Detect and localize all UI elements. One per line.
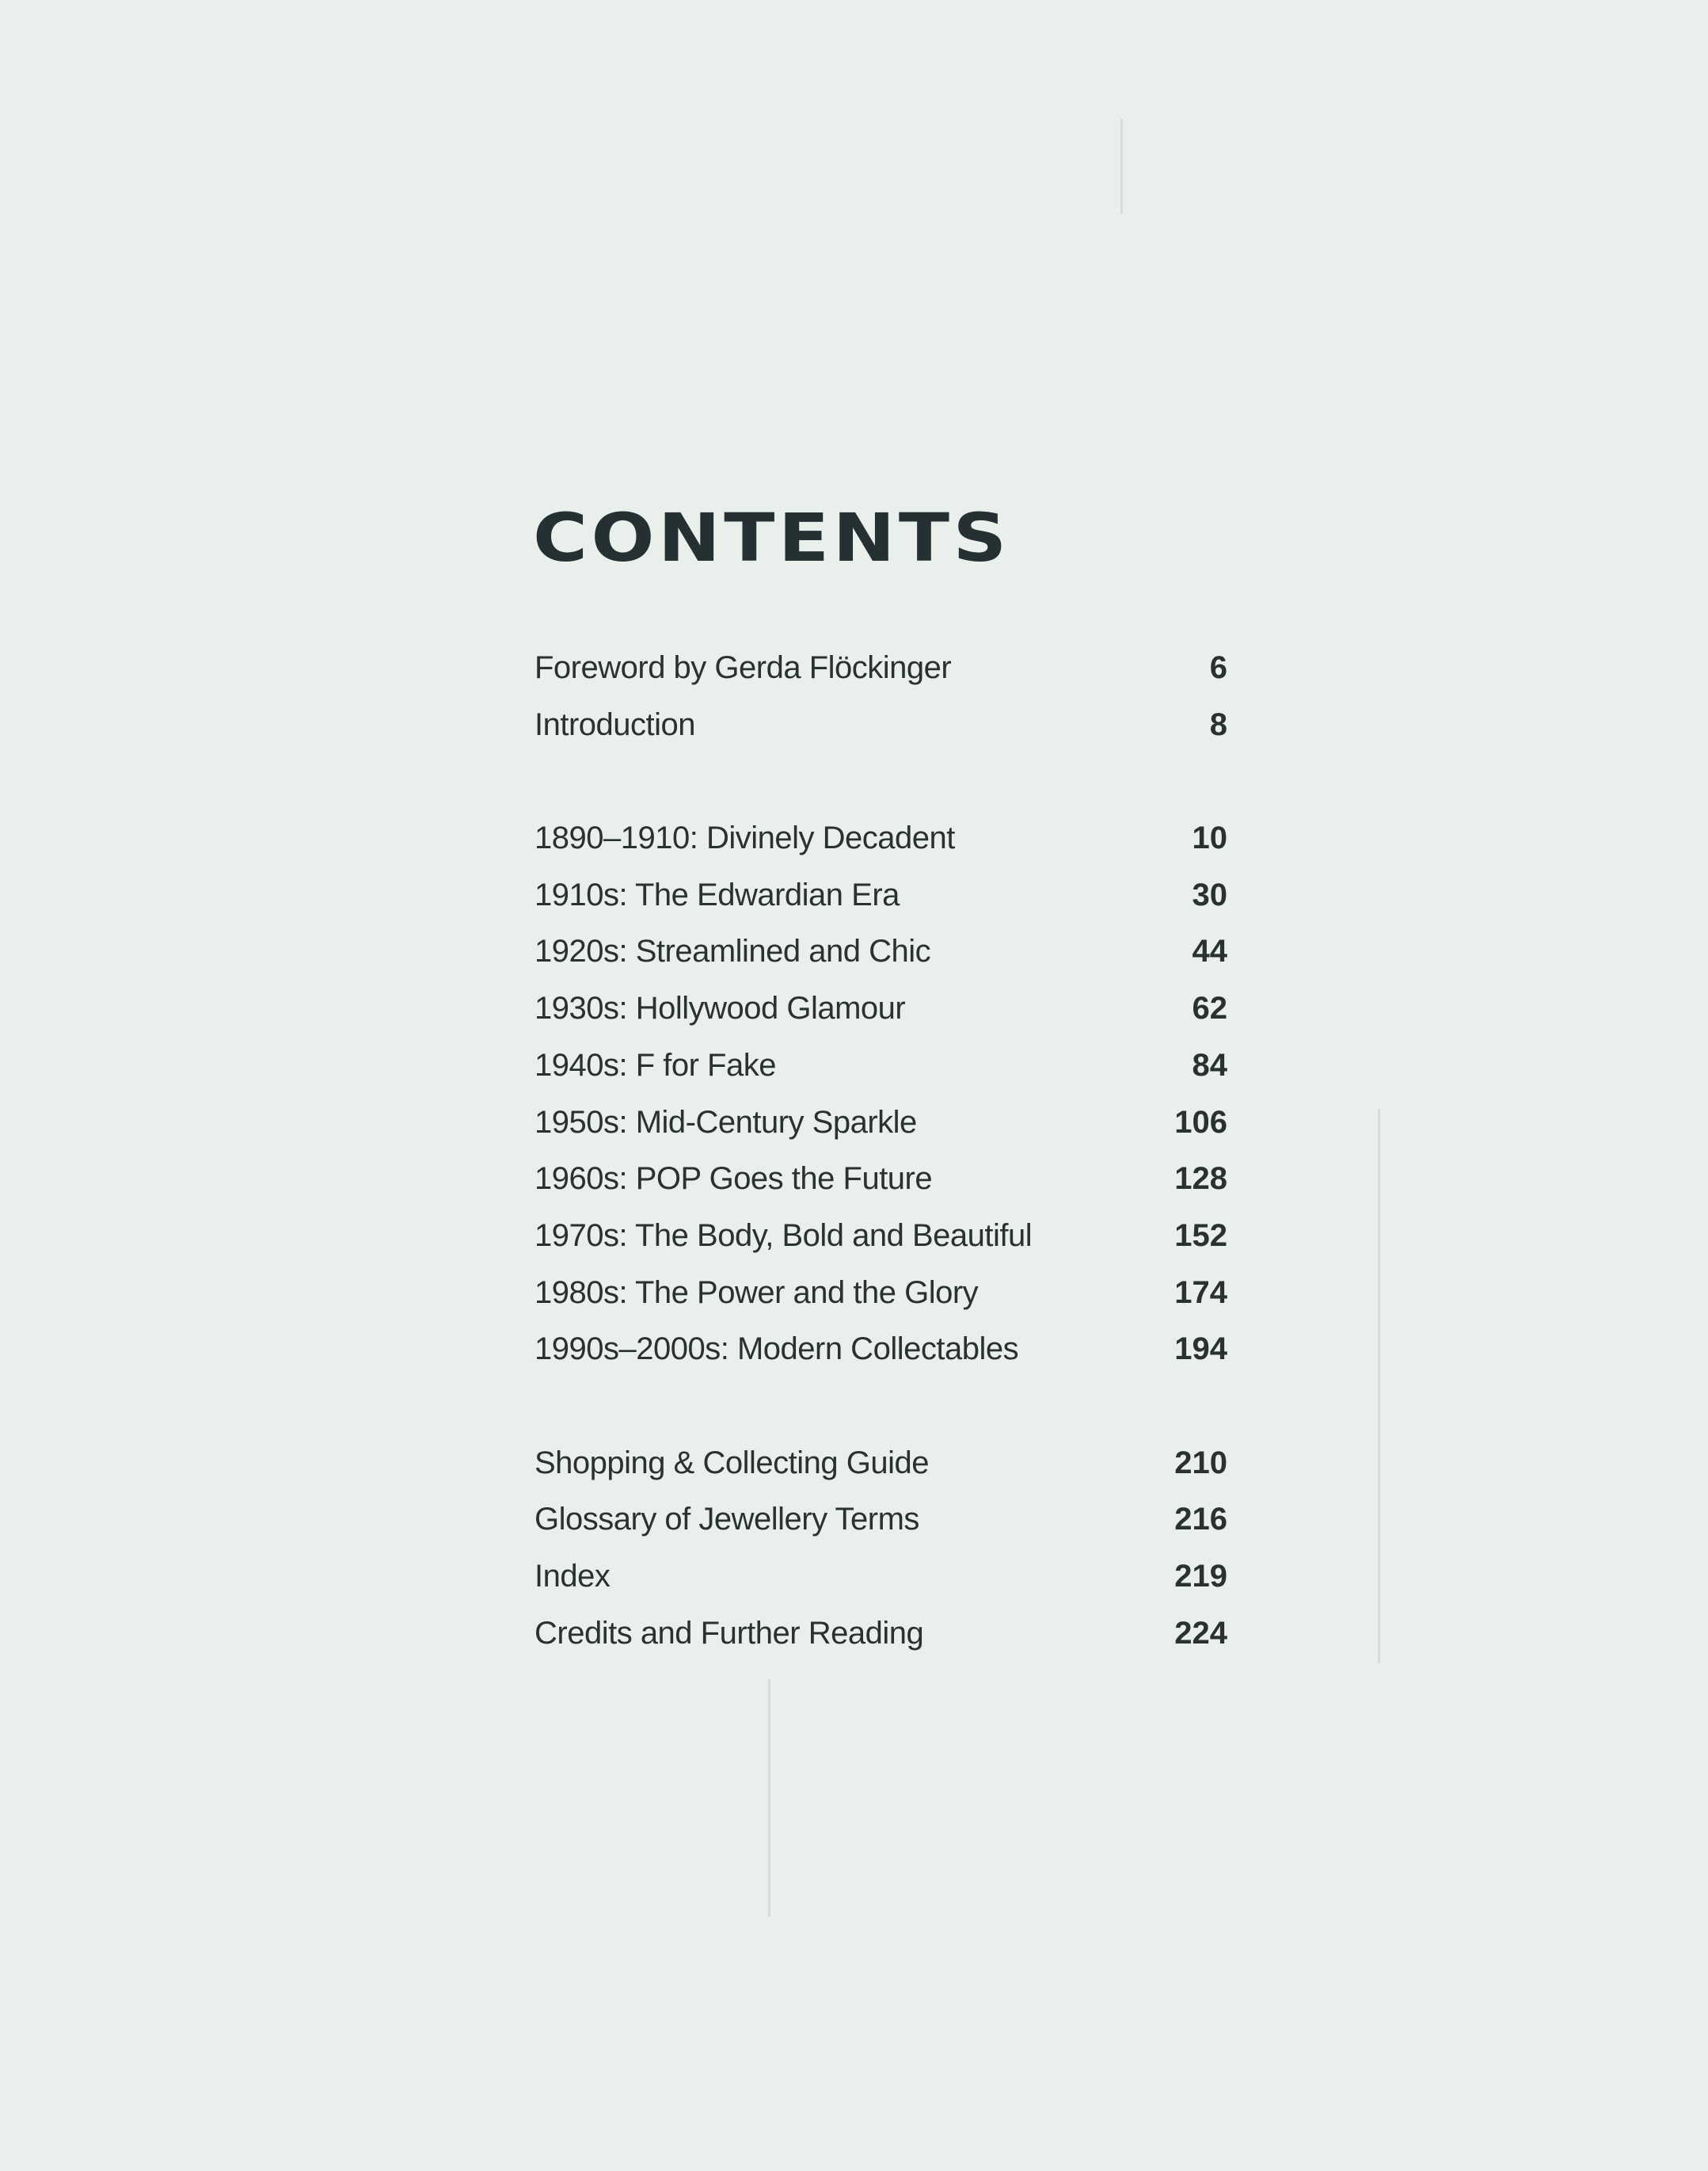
- toc-entry-page-number: 224: [1174, 1615, 1227, 1651]
- page-title: CONTENTS: [533, 499, 1010, 577]
- table-of-contents: [534, 640, 1227, 1719]
- toc-entry: [534, 1095, 1227, 1152]
- toc-entry-page-number: 152: [1174, 1217, 1227, 1253]
- toc-entry-title: 1960s: POP Goes the Future: [534, 1161, 933, 1197]
- toc-entry-page-number: 210: [1174, 1445, 1227, 1480]
- toc-section: [534, 640, 1227, 753]
- toc-entry-page-number: 30: [1192, 877, 1227, 912]
- toc-entry-title: 1990s–2000s: Modern Collectables: [534, 1331, 1019, 1367]
- toc-entry: [534, 1208, 1227, 1265]
- toc-entry: [534, 810, 1227, 867]
- toc-entry: [534, 924, 1227, 981]
- toc-entry-title: 1910s: The Edwardian Era: [534, 877, 900, 912]
- toc-entry-page-number: 174: [1174, 1274, 1227, 1310]
- paper-scuff: [1120, 119, 1123, 214]
- toc-entry-page-number: 10: [1192, 821, 1227, 856]
- toc-entry-title: Shopping & Collecting Guide: [534, 1445, 929, 1480]
- toc-entry-title: 1950s: Mid-Century Sparkle: [534, 1104, 917, 1140]
- toc-entry: [534, 1038, 1227, 1095]
- toc-entry-title: 1980s: The Power and the Glory: [534, 1274, 979, 1310]
- toc-entry: [534, 640, 1227, 697]
- toc-entry: [534, 1265, 1227, 1322]
- toc-entry-page-number: 106: [1174, 1104, 1227, 1140]
- toc-section: [534, 1435, 1227, 1663]
- toc-entry: [534, 981, 1227, 1038]
- toc-entry-title: 1940s: F for Fake: [534, 1047, 776, 1083]
- toc-entry-page-number: 62: [1192, 991, 1227, 1026]
- paper-scuff: [1378, 1109, 1380, 1663]
- toc-entry-title: Glossary of Jewellery Terms: [534, 1502, 919, 1537]
- toc-entry: [534, 1435, 1227, 1492]
- toc-entry: [534, 1321, 1227, 1378]
- toc-entry: [534, 697, 1227, 754]
- toc-entry-title: 1930s: Hollywood Glamour: [534, 991, 906, 1026]
- toc-entry-page-number: 6: [1209, 650, 1227, 685]
- toc-section: [534, 810, 1227, 1378]
- toc-entry: [534, 1151, 1227, 1208]
- toc-entry: [534, 1605, 1227, 1663]
- toc-entry: [534, 1548, 1227, 1605]
- toc-entry-page-number: 84: [1192, 1047, 1227, 1083]
- toc-entry-title: Credits and Further Reading: [534, 1615, 924, 1651]
- toc-entry-page-number: 194: [1174, 1331, 1227, 1367]
- toc-entry-title: 1920s: Streamlined and Chic: [534, 934, 931, 969]
- toc-entry-title: Index: [534, 1559, 611, 1594]
- toc-entry-title: Foreword by Gerda Flöckinger: [534, 650, 952, 685]
- toc-entry-page-number: 44: [1192, 934, 1227, 969]
- toc-entry-page-number: 219: [1174, 1559, 1227, 1594]
- toc-entry-page-number: 8: [1209, 707, 1227, 742]
- toc-entry-page-number: 128: [1174, 1161, 1227, 1197]
- toc-entry-title: Introduction: [534, 707, 696, 742]
- toc-entry-title: 1890–1910: Divinely Decadent: [534, 821, 955, 856]
- toc-entry: [534, 1491, 1227, 1548]
- toc-entry: [534, 867, 1227, 924]
- toc-entry-page-number: 216: [1174, 1502, 1227, 1537]
- toc-entry-title: 1970s: The Body, Bold and Beautiful: [534, 1217, 1033, 1253]
